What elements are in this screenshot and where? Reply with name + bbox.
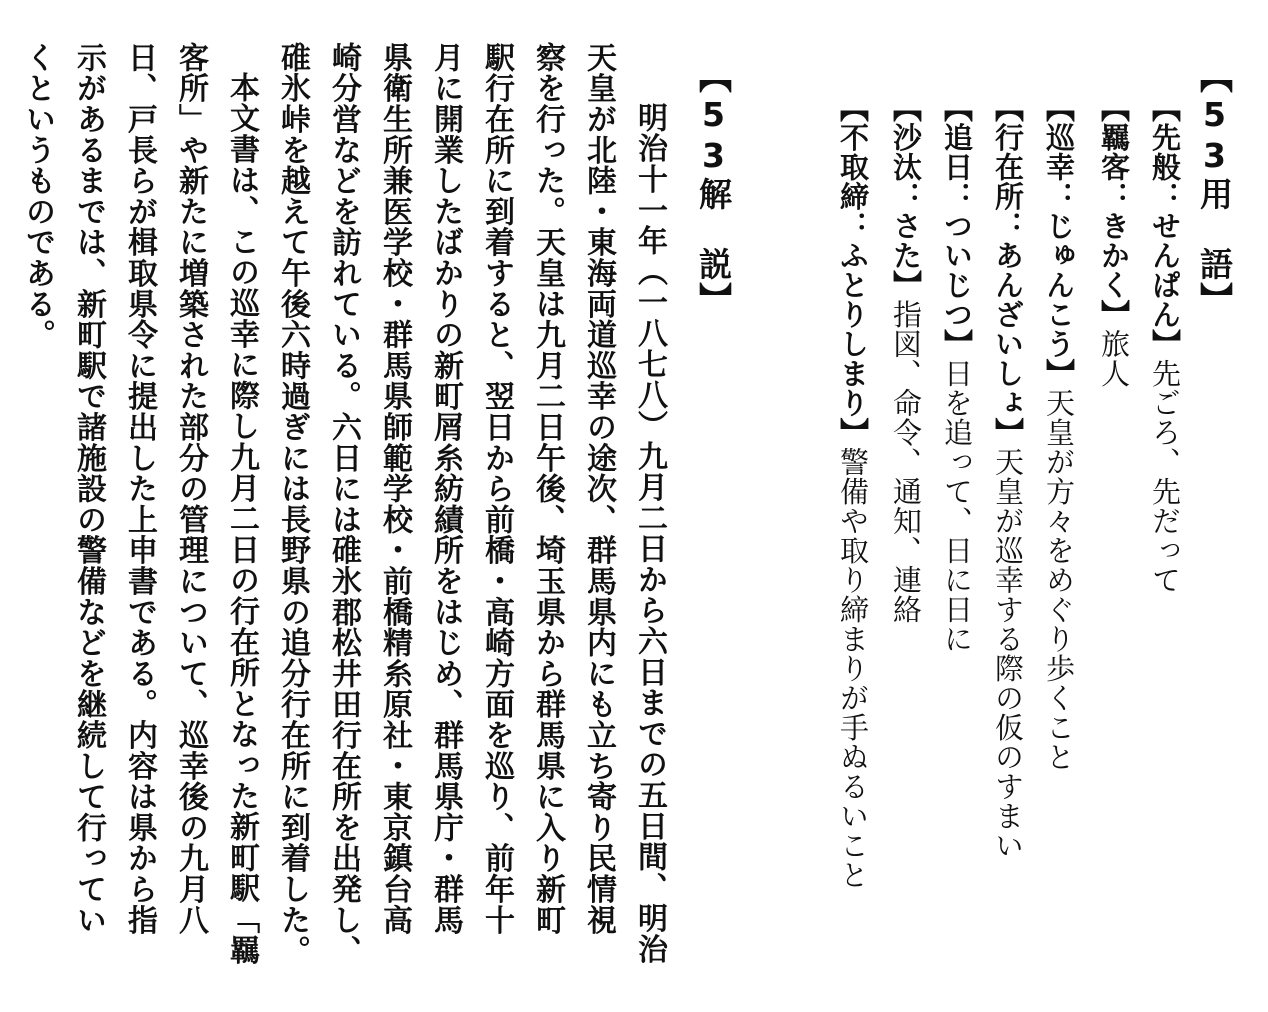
commentary-line: 碓氷峠を越えて午後六時過ぎには長野県の追分行在所に到着した。: [275, 42, 310, 966]
glossary-definition: 天皇が巡幸する際の仮のすまい: [991, 447, 1025, 860]
commentary-line: 崎分営などを訪れている。六日には碓氷郡松井田行在所を出発し、: [326, 42, 361, 966]
commentary-line: 本文書は、この巡幸に際し九月二日の行在所となった新町駅「羈: [224, 72, 259, 966]
glossary-definition: 天皇が方々をめぐり歩くこと: [1042, 388, 1076, 772]
glossary-term: 【追日：ついじつ】: [940, 93, 974, 359]
glossary-entry: [836, 93, 870, 890]
commentary-line: 察を行った。天皇は九月二日午後、埼玉県から群馬県に入り新町: [530, 42, 565, 936]
glossary-entry: [1042, 93, 1076, 772]
commentary-line: 日、戸長らが楫取県令に提出した上申書である。内容は県から指: [122, 42, 157, 936]
glossary-definition: 先ごろ、先だって: [1148, 358, 1182, 595]
glossary-term: 【先般：せんぱん】: [1148, 93, 1182, 359]
glossary-definition: 日を追って、日に日に: [940, 358, 974, 654]
commentary-line: 天皇が北陸・東海両道巡幸の途次、群馬県内にも立ち寄り民情視: [581, 42, 616, 936]
glossary-term: 【沙汰：さた】: [889, 93, 923, 300]
commentary-line: 示があるまでは、新町駅で諸施設の警備などを継続して行ってい: [71, 42, 106, 936]
glossary-entry: [940, 93, 974, 654]
commentary-heading: 【53解 説】: [694, 60, 733, 317]
glossary-entry: [991, 93, 1025, 860]
glossary-entry: [1097, 93, 1131, 388]
commentary-line: 県衛生所兼医学校・群馬県師範学校・前橋精糸原社・東京鎮台高: [377, 42, 412, 936]
glossary-term: 【巡幸：じゅんこう】: [1042, 93, 1076, 388]
glossary-definition: 旅人: [1097, 329, 1131, 388]
glossary-definition: 指図、命令、通知、連絡: [889, 299, 923, 624]
commentary-line: 客所」や新たに増築された部分の管理について、巡幸後の九月八: [173, 42, 208, 936]
glossary-term: 【羈客：きかく】: [1097, 93, 1131, 329]
glossary-entry: [1148, 93, 1182, 595]
glossary-definition: 警備や取り締まりが手ぬるいこと: [836, 447, 870, 890]
commentary-line: 月に開業したばかりの新町屑糸紡績所をはじめ、群馬県庁・群馬: [428, 42, 463, 936]
glossary-term: 【不取締：ふとりしまり】: [836, 93, 870, 447]
commentary-line: 駅行在所に到着すると、翌日から前橋・高崎方面を巡り、前年十: [479, 42, 514, 936]
glossary-heading: 【53用 語】: [1195, 60, 1234, 317]
commentary-line: 明治十一年（一八七八）九月二日から六日までの五日間、明治: [632, 102, 667, 965]
glossary-entry: [889, 93, 923, 624]
commentary-line: くというものである。: [20, 42, 55, 350]
glossary-term: 【行在所：あんざいしょ】: [991, 93, 1025, 447]
